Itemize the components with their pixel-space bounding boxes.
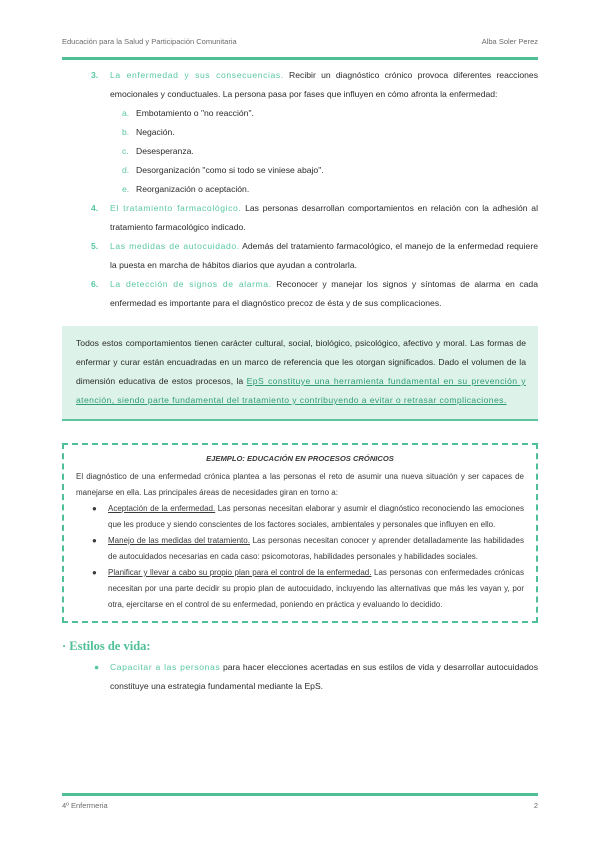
section-bullets xyxy=(62,658,538,696)
sub-list xyxy=(122,104,538,199)
bullet-icon: ● xyxy=(94,662,100,672)
list-item xyxy=(91,199,538,237)
sub-list-item: c. Desesperanza. xyxy=(122,146,194,156)
example-bullet: ● Planificar y llevar a cabo su propio plan para el control de la enfermedad. Las personas con enfermedades crónicas necesitan por una parte decidir su propio plan de autocuidado, incluyendo las alternativas que más les vayan y, por otra, ejercitarse en el control de su enfermedad, poniendo en práctica y evaluando lo decidido. xyxy=(108,565,524,613)
example-bullet: ● Manejo de las medidas del tratamiento. Las personas necesitan conocer y aprender detalladamente las habilidades de autocuidados necesarias en cada caso: psicomotoras, habilidades personales y habilidades sociales. xyxy=(108,533,524,565)
sub-list-item: d. Desorganización "como si todo se viniese abajo". xyxy=(122,165,324,175)
sub-list-item: e. Reorganización o aceptación. xyxy=(122,184,250,194)
section-heading: · Estilos de vida: xyxy=(62,639,151,653)
example-box xyxy=(62,443,538,623)
list-item-title: La detección de signos de alarma. xyxy=(110,279,272,289)
list-number: 3. xyxy=(91,70,99,80)
example-bullets xyxy=(76,501,524,613)
sub-list-item: b. Negación. xyxy=(122,127,175,137)
header-course-title: Educación para la Salud y Participación Comunitaria xyxy=(62,37,237,46)
bullet-icon: ● xyxy=(92,568,97,577)
list-item xyxy=(91,237,538,275)
header-rule xyxy=(62,57,538,60)
list-number: 5. xyxy=(91,241,99,251)
list-item xyxy=(91,66,538,199)
footer-course: 4º Enfermeria xyxy=(62,801,108,810)
example-intro: El diagnóstico de una enfermedad crónica plantea a las personas el reto de asumir una nueva situación y ser capaces de manejarse en ella. Las principales áreas de necesidades giran en torno a: xyxy=(76,472,524,497)
list-item-title: El tratamiento farmacológico. xyxy=(110,203,242,213)
page-header xyxy=(62,37,538,51)
list-item-text: Además del tratamiento farmacológico, el manejo de la enfermedad requiere la puesta en marcha de hábitos diarios que ayudan a controlarla. xyxy=(110,241,538,270)
example-bullet: ● Aceptación de la enfermedad. Las personas necesitan elaborar y asumir el diagnóstico reconociendo las emociones que les produce y siendo conscientes de los factores sociales, ambientales y personales que influyen en ello. xyxy=(108,501,524,533)
page-content xyxy=(62,66,538,696)
bullet-icon: ● xyxy=(92,504,97,513)
list-number: 4. xyxy=(91,203,99,213)
highlight-text: Todos estos comportamientos tienen carácter cultural, social, biológico, psicológico, afectivo y moral. Las formas de enfermar y curar están encuadradas en un marco de referencia que les otorgan significados. Dado el volumen de la dimensión educativa de estos procesos, la xyxy=(76,338,526,386)
numbered-list xyxy=(91,66,538,313)
highlight-underlined-text: EpS constituye una herramienta fundamental en su prevención y atención, siendo parte fundamental del tratamiento y contribuyendo a evitar o retrasar complicaciones. xyxy=(76,376,526,405)
list-item-title: Las medidas de autocuidado. xyxy=(110,241,240,251)
bullet-icon: ● xyxy=(92,536,97,545)
list-item-text: Las personas desarrollan comportamientos en relación con la adhesión al tratamiento farmacológico indicado. xyxy=(110,203,538,232)
example-title: EJEMPLO: EDUCACIÓN EN PROCESOS CRÓNICOS xyxy=(206,454,394,463)
page-number: 2 xyxy=(533,801,538,810)
list-item-text: Recibir un diagnóstico crónico provoca diferentes reacciones emocionales y conductuales. La persona pasa por fases que influyen en cómo afronta la enfermedad: xyxy=(110,70,538,99)
highlight-box xyxy=(62,326,538,421)
list-item-title: La enfermedad y sus consecuencias. xyxy=(110,70,284,80)
list-number: 6. xyxy=(91,279,99,289)
list-item-text: Reconocer y manejar los signos y síntomas de alarma en cada enfermedad es importante para el diagnóstico precoz de ésta y de sus complicaciones. xyxy=(110,279,538,308)
section-bullet: ● Capacitar a las personas para hacer elecciones acertadas en sus estilos de vida y desarrollar autocuidados constituye una estrategia fundamental mediante la EpS. xyxy=(110,658,538,696)
list-item xyxy=(91,275,538,313)
sub-list-item: a. Embotamiento o "no reacción". xyxy=(122,108,254,118)
footer-rule xyxy=(62,793,538,796)
header-author: Alba Soler Perez xyxy=(481,37,538,46)
